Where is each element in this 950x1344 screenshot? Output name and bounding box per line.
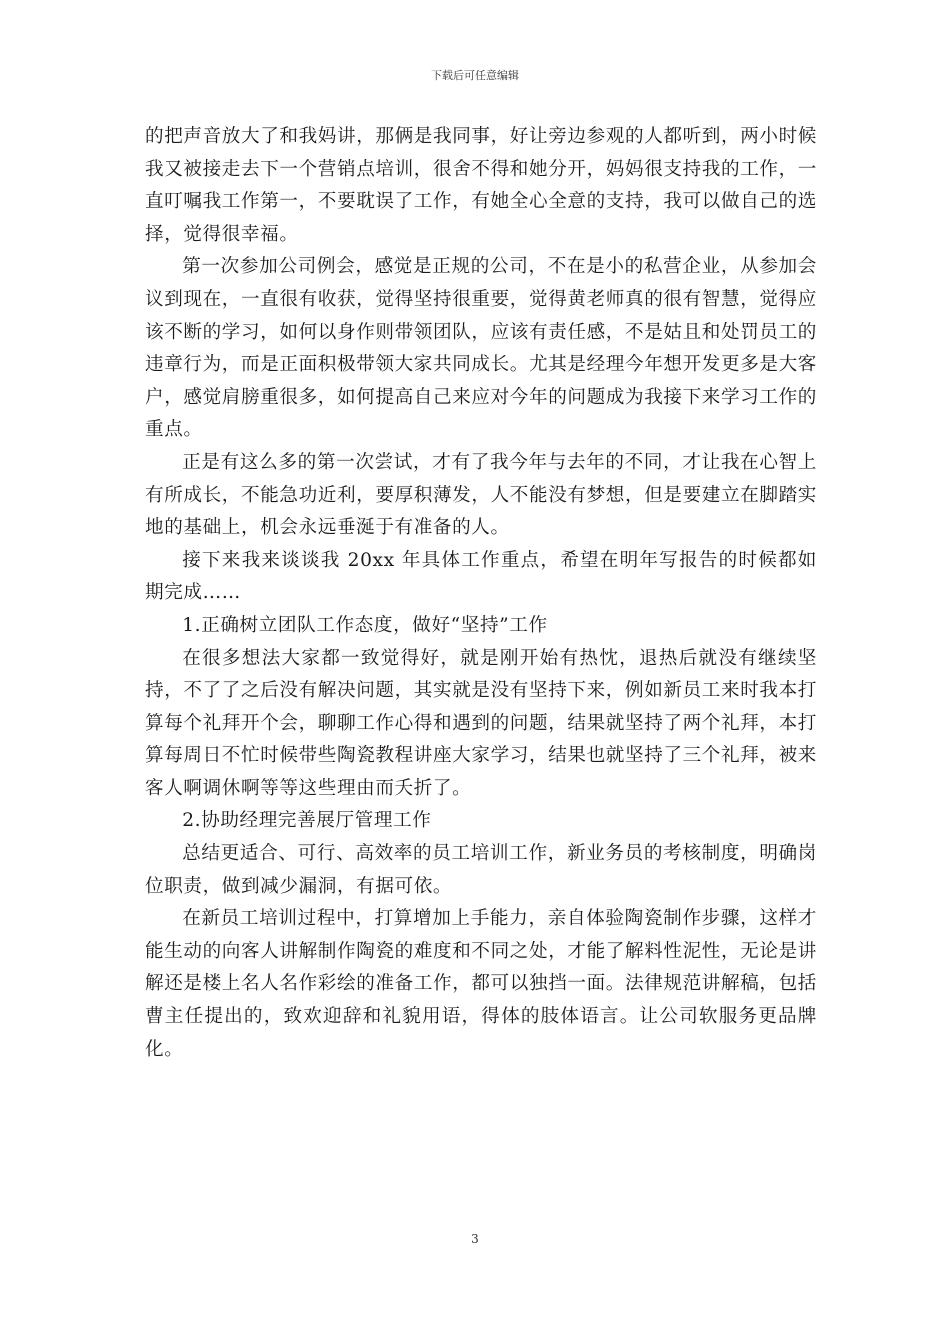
page-header: 下载后可任意编辑 xyxy=(431,69,519,82)
paragraph: 正是有这么多的第一次尝试，才有了我今年与去年的不同，才让我在心智上有所成长，不能急功近利，要厚积薄发，人不能没有梦想，但是要建立在脚踏实地的基础上，机会永远垂涎于有准备的人。 xyxy=(145,451,817,539)
section-heading: 2.协助经理完善展厅管理工作 xyxy=(182,810,432,832)
paragraph: 的把声音放大了和我妈讲，那俩是我同事，好让旁边参观的人都听到，两小时候我又被接走去下一个营销点培训，很舍不得和她分开，妈妈很支持我的工作，一直叮嘱我工作第一，不要耽误了工作，有她全心全意的支持，我可以做自己的选择，觉得很幸福。 xyxy=(145,126,817,245)
page-number: 3 xyxy=(471,1232,479,1246)
paragraph: 第一次参加公司例会，感觉是正规的公司，不在是小的私营企业，从参加会议到现在，一直很有收获，觉得坚持很重要，觉得黄老师真的很有智慧，觉得应该不断的学习，如何以身作则带领团队，应该有责任感，不是姑且和处罚员工的违章行为，而是正面积极带领大家共同成长。尤其是经理今年想开发更多是大客户，感觉肩膀重很多，如何提高自己来应对今年的问题成为我接下来学习工作的重点。 xyxy=(145,256,817,441)
section-heading: 1.正确树立团队工作态度，做好“坚持”工作 xyxy=(182,614,548,636)
paragraph: 接下来我来谈谈我 20xx 年具体工作重点，希望在明年写报告的时候都如期完成…… xyxy=(145,549,817,604)
paragraph: 总结更适合、可行、高效率的员工培训工作，新业务员的考核制度，明确岗位职责，做到减少漏洞，有据可依。 xyxy=(145,843,817,897)
paragraph: 在新员工培训过程中，打算增加上手能力，亲自体验陶瓷制作步骤，这样才能生动的向客人讲解制作陶瓷的难度和不同之处，才能了解料性泥性，无论是讲解还是楼上名人名作彩绘的准备工作，都可以独挡一面。法律规范讲解稿，包括曹主任提出的，致欢迎辞和礼貌用语，得体的肢体语言。让公司软服务更品牌化。 xyxy=(145,908,817,1060)
paragraph: 在很多想法大家都一致觉得好，就是刚开始有热忱，退热后就没有继续坚持，不了了之后没有解决问题，其实就是没有坚持下来，例如新员工来时我本打算每个礼拜开个会，聊聊工作心得和遇到的问题，结果就坚持了两个礼拜，本打算每周日不忙时候带些陶瓷教程讲座大家学习，结果也就坚持了三个礼拜，被来客人啊调休啊等等这些理由而夭折了。 xyxy=(145,647,817,799)
document-body xyxy=(145,121,817,1066)
